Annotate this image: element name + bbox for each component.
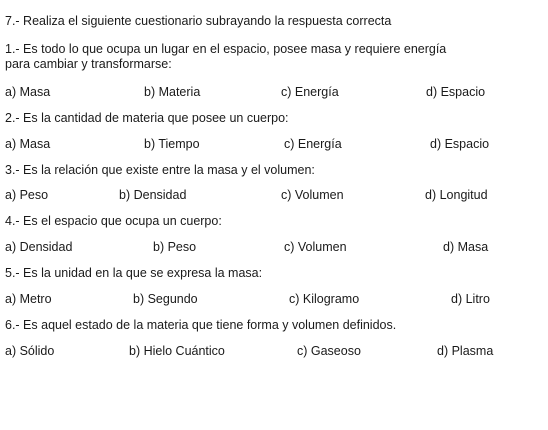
question-6-text: 6.- Es aquel estado de la materia que tiene forma y volumen definidos. bbox=[5, 318, 397, 332]
question-5-option-c[interactable]: c) Kilogramo bbox=[289, 292, 360, 306]
question-6-option-b[interactable]: b) Hielo Cuántico bbox=[129, 344, 225, 358]
question-3-option-a[interactable]: a) Peso bbox=[5, 188, 49, 202]
question-6-option-a[interactable]: a) Sólido bbox=[5, 344, 55, 358]
question-1-option-d[interactable]: d) Espacio bbox=[426, 85, 486, 99]
question-3-option-c[interactable]: c) Volumen bbox=[281, 188, 344, 202]
question-2-text: 2.- Es la cantidad de materia que posee un cuerpo: bbox=[5, 111, 289, 125]
question-1-text-line1: 1.- Es todo lo que ocupa un lugar en el espacio, posee masa y requiere energía bbox=[5, 42, 447, 56]
question-6-option-d[interactable]: d) Plasma bbox=[437, 344, 494, 358]
question-3-option-b[interactable]: b) Densidad bbox=[119, 188, 187, 202]
question-6-option-c[interactable]: c) Gaseoso bbox=[297, 344, 361, 358]
question-1-text-line2: para cambiar y transformarse: bbox=[5, 57, 172, 71]
worksheet-title: 7.- Realiza el siguiente cuestionario subrayando la respuesta correcta bbox=[5, 14, 392, 28]
question-4-option-b[interactable]: b) Peso bbox=[153, 240, 197, 254]
question-5-option-b[interactable]: b) Segundo bbox=[133, 292, 198, 306]
question-2-option-d[interactable]: d) Espacio bbox=[430, 137, 490, 151]
question-5-option-a[interactable]: a) Metro bbox=[5, 292, 52, 306]
question-4-option-a[interactable]: a) Densidad bbox=[5, 240, 73, 254]
question-3-option-d[interactable]: d) Longitud bbox=[425, 188, 488, 202]
question-5-text: 5.- Es la unidad en la que se expresa la masa: bbox=[5, 266, 263, 280]
question-4-option-c[interactable]: c) Volumen bbox=[284, 240, 347, 254]
question-1-option-a[interactable]: a) Masa bbox=[5, 85, 51, 99]
question-4-option-d[interactable]: d) Masa bbox=[443, 240, 489, 254]
question-5-option-d[interactable]: d) Litro bbox=[451, 292, 490, 306]
question-4-text: 4.- Es el espacio que ocupa un cuerpo: bbox=[5, 214, 222, 228]
question-1-option-b[interactable]: b) Materia bbox=[144, 85, 201, 99]
question-2-option-a[interactable]: a) Masa bbox=[5, 137, 51, 151]
question-2-option-c[interactable]: c) Energía bbox=[284, 137, 342, 151]
question-3-text: 3.- Es la relación que existe entre la masa y el volumen: bbox=[5, 163, 315, 177]
question-1-option-c[interactable]: c) Energía bbox=[281, 85, 339, 99]
question-2-option-b[interactable]: b) Tiempo bbox=[144, 137, 200, 151]
